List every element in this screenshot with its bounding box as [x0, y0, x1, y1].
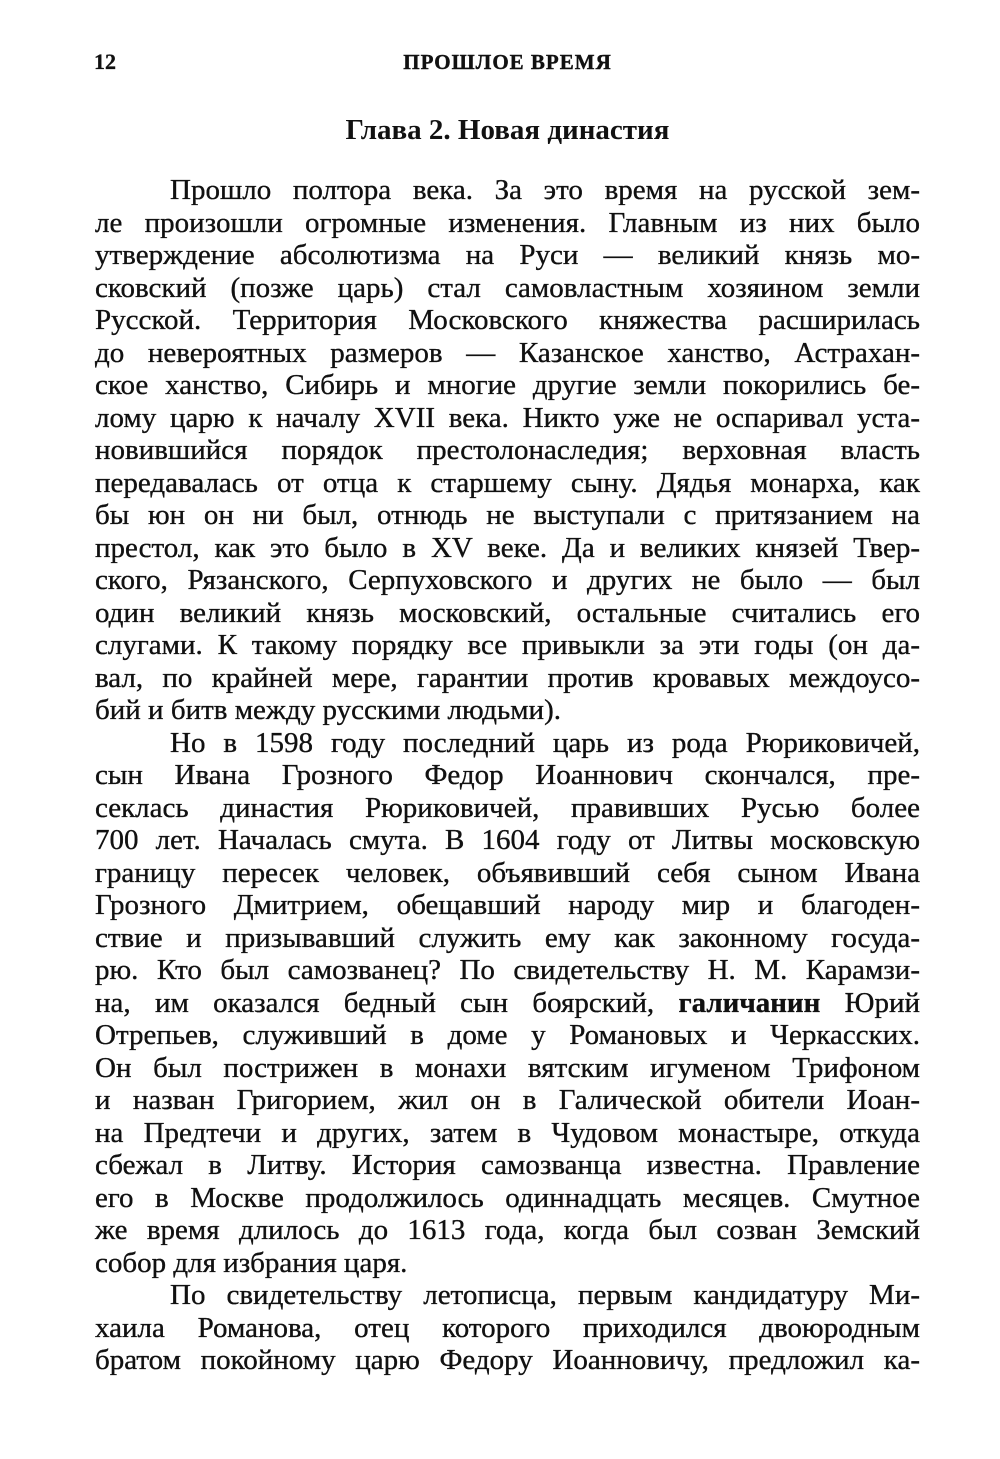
text-segment: на, им оказался бедный сын боярский,	[95, 986, 679, 1019]
text-line: Прошло полтора века. За это время на русской зем-	[170, 174, 920, 206]
text-line: же время длилось до 1613 года, когда был созван Земский	[95, 1214, 920, 1246]
text-line: собор для избрания царя.	[95, 1246, 408, 1279]
text-line: ле произошли огромные изменения. Главным из них было	[95, 206, 920, 239]
paragraph	[95, 1279, 920, 1377]
text-line: Отрепьев, служивший в доме у Романовых и Черкасских.	[95, 1019, 920, 1051]
page-number: 12	[94, 49, 116, 74]
text-line: слугами. К такому порядку все привыкли за эти годы (он да-	[95, 629, 920, 661]
text-line: сын Ивана Грозного Федор Иоаннович скончался, пре-	[95, 759, 920, 791]
text-line: Грозного Дмитрием, обещавший народу мир и благоден-	[95, 889, 920, 921]
chapter-title: Глава 2. Новая династия	[345, 114, 670, 146]
text-line: лому царю к началу XVII века. Никто уже не оспаривал уста-	[95, 401, 920, 434]
text-line: бы юн он ни был, отнюдь не выступали с притязанием на	[95, 499, 920, 531]
body-text	[95, 174, 920, 1377]
text-line: до невероятных размеров — Казанское ханство, Астрахан-	[95, 336, 920, 369]
paragraph	[95, 174, 920, 727]
text-line: Но в 1598 году последний царь из рода Рюриковичей,	[170, 726, 920, 759]
text-line: престол, как это было в XV веке. Да и великих князей Твер-	[95, 531, 920, 564]
text-line: рю. Кто был самозванец? По свидетельству Н. М. Карамзи-	[95, 954, 920, 986]
text-line: секлась династия Рюриковичей, правивших Русью более	[95, 791, 920, 824]
text-line: Русской. Территория Московского княжества расширилась	[95, 304, 920, 336]
text-line: и назван Григорием, жил он в Галической обители Иоан-	[95, 1084, 920, 1116]
text-line: братом покойному царю Федору Иоанновичу, предложил ка-	[95, 1344, 920, 1376]
text-line: сбежал в Литву. История самозванца известна. Правление	[95, 1149, 920, 1181]
text-line: Он был пострижен в монахи вятским игуменом Трифоном	[95, 1051, 920, 1084]
text-line: ского, Рязанского, Серпуховского и других не было — был	[95, 564, 920, 596]
text-line: один великий князь московский, остальные считались его	[95, 596, 920, 629]
bold-term: галичанин	[678, 986, 821, 1019]
text-line: 700 лет. Началась смута. В 1604 году от Литвы московскую	[95, 824, 920, 856]
text-line: границу пересек человек, объявивший себя сыном Ивана	[95, 856, 920, 889]
text-line: на Предтечи и других, затем в Чудовом монастыре, откуда	[95, 1116, 920, 1149]
text-line: ское ханство, Сибирь и многие другие земли покорились бе-	[95, 369, 920, 401]
text-line: вал, по крайней мере, гарантии против кровавых междоусо-	[95, 661, 920, 694]
text-line: сковский (позже царь) стал самовластным хозяином земли	[95, 271, 920, 304]
running-title: ПРОШЛОЕ ВРЕМЯ	[403, 50, 612, 74]
text-line	[95, 987, 920, 1020]
text-line: По свидетельству летописца, первым кандидатуру Ми-	[170, 1279, 920, 1311]
text-line: его в Москве продолжилось одиннадцать месяцев. Смутное	[95, 1181, 920, 1214]
text-line: передавалась от отца к старшему сыну. Дядья монарха, как	[95, 466, 920, 499]
text-line: хаила Романова, отец которого приходился двоюродным	[95, 1311, 920, 1344]
paragraph	[95, 727, 920, 1280]
text-line: бий и битв между русскими людьми).	[95, 694, 561, 726]
text-line: утверждение абсолютизма на Руси — великий князь мо-	[95, 239, 920, 271]
text-segment: Юрий	[820, 986, 920, 1019]
text-line: новившийся порядок престолонаследия; верховная власть	[95, 434, 920, 466]
text-line: ствие и призывавший служить ему как законному госуда-	[95, 921, 920, 954]
